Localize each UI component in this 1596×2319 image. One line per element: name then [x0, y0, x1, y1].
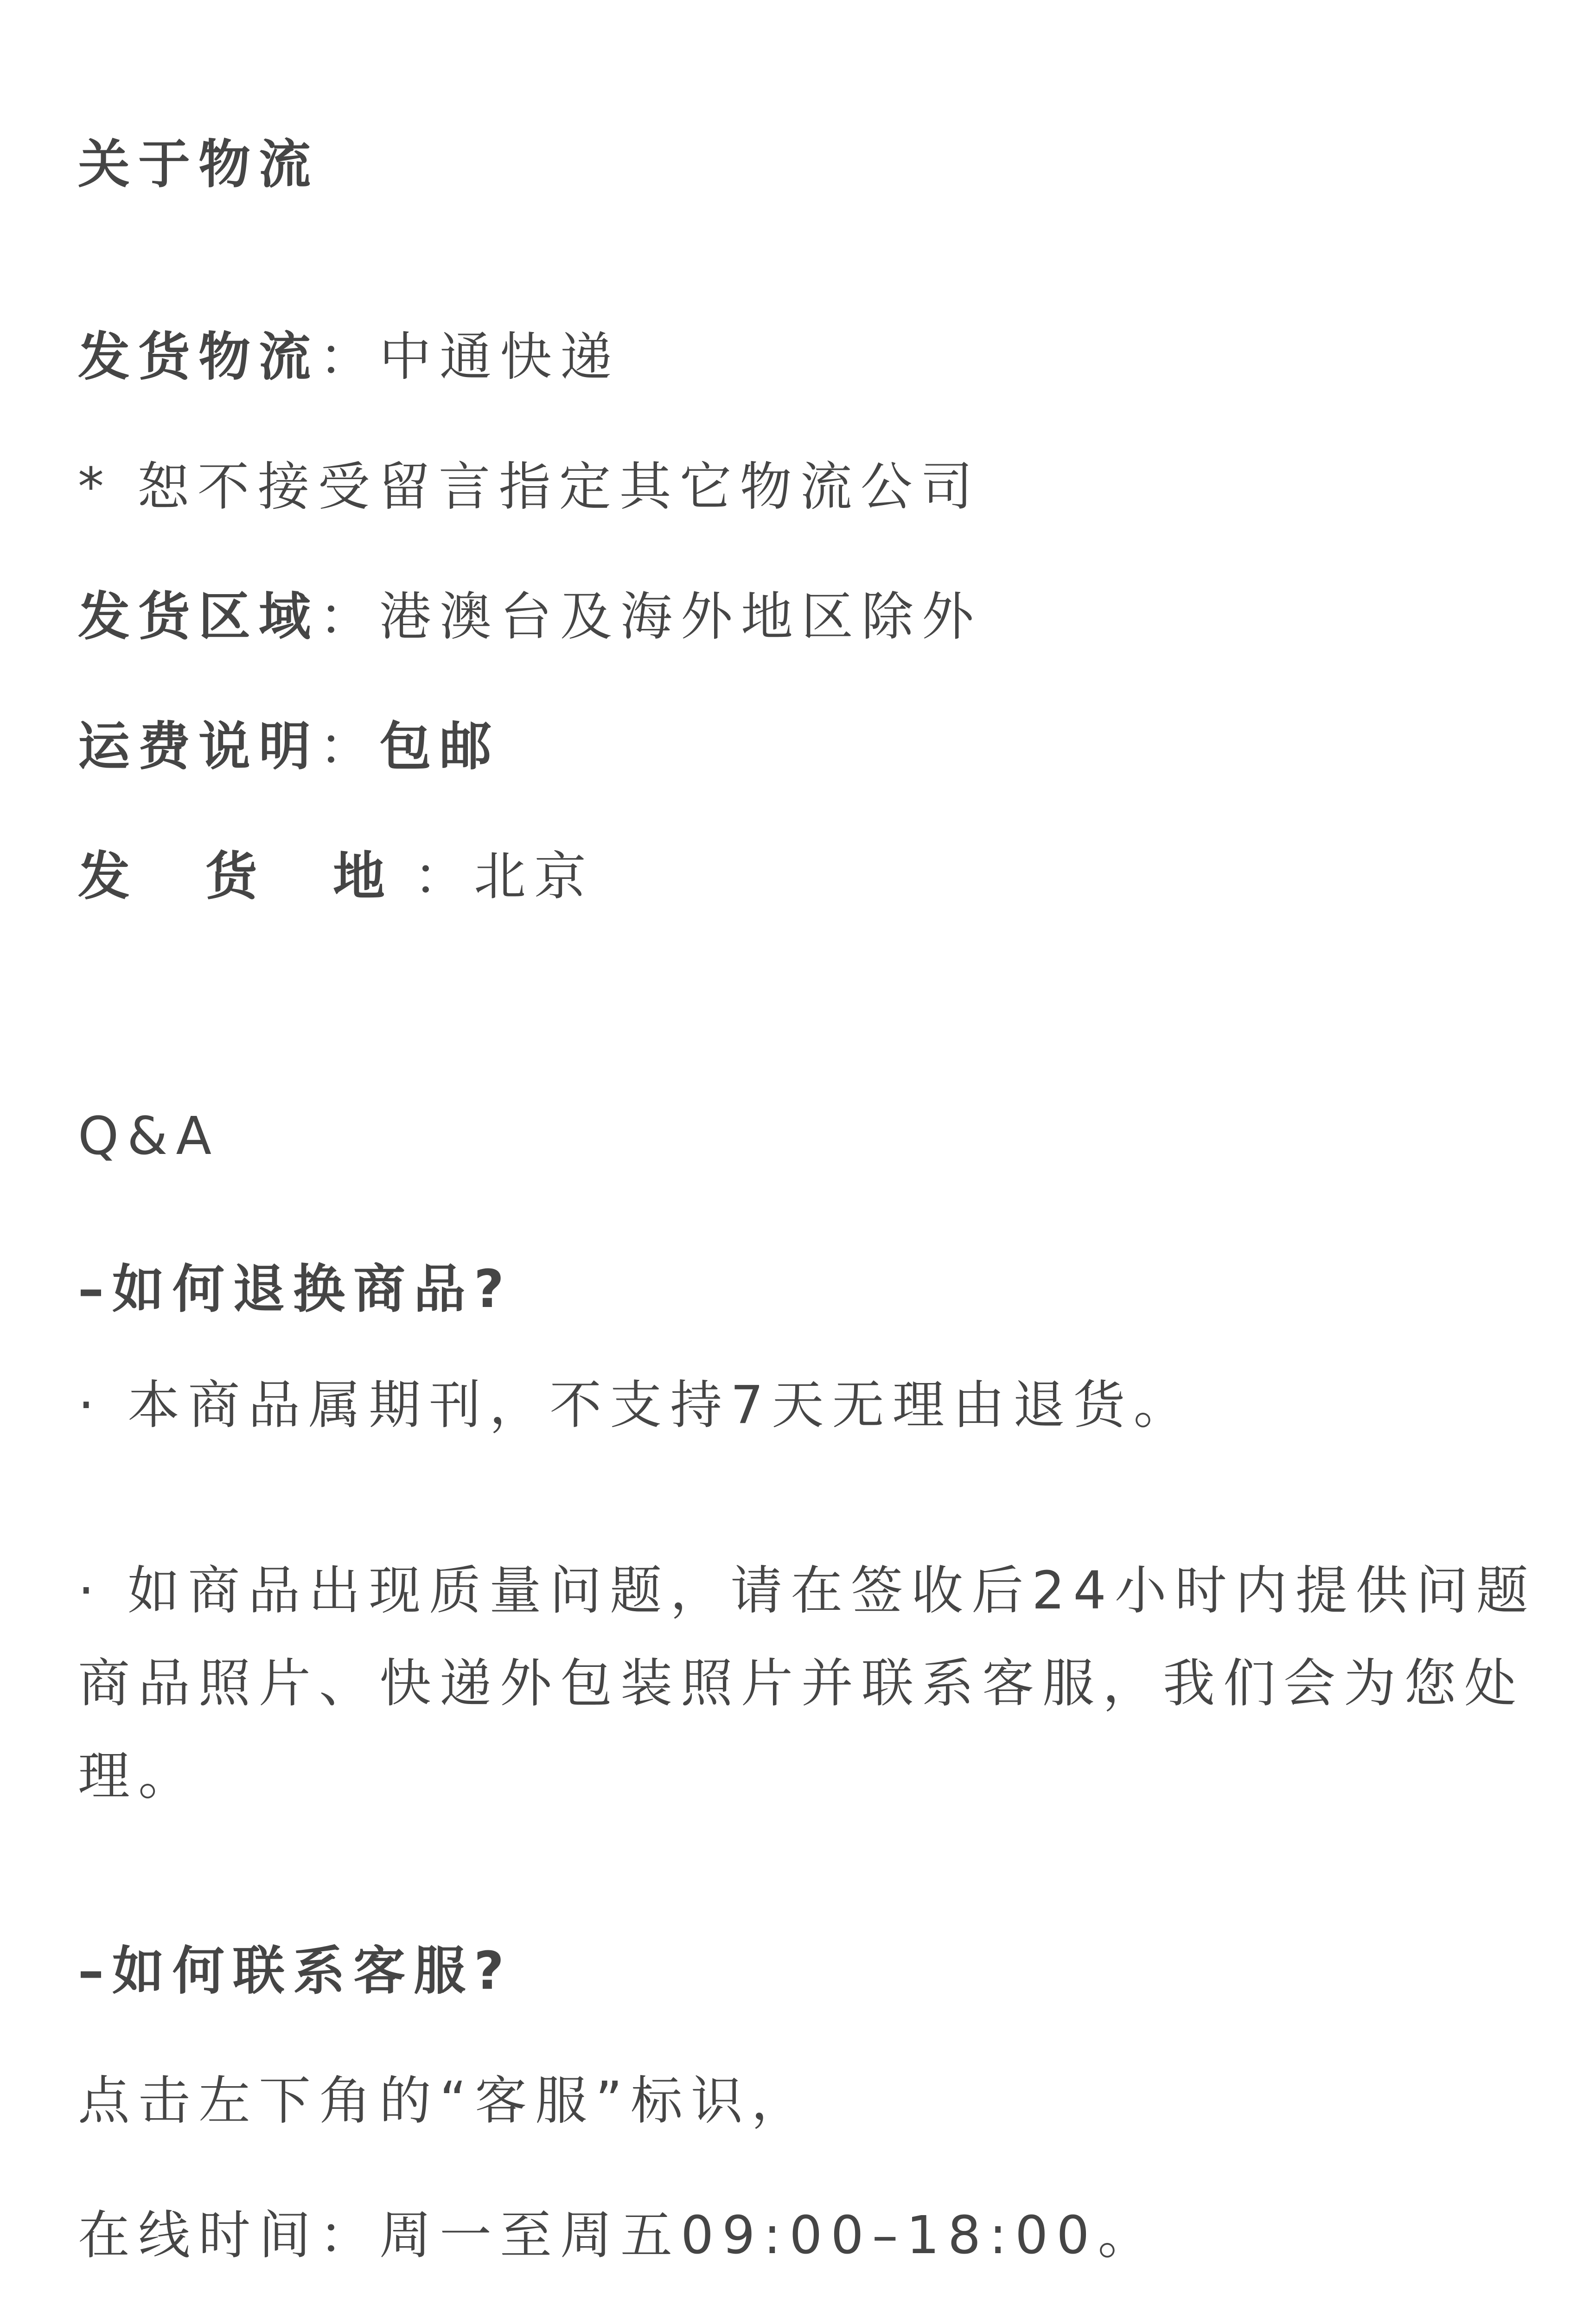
return-answer-2: [78, 1544, 1537, 1823]
origin-label: 发 货 地: [78, 846, 414, 907]
return-answer-1: · 本商品属期刊，不支持7天无理由退货。: [78, 1375, 1194, 1435]
paragraph-line: · 如商品出现质量问题，请在签收后24小时内提供问题: [78, 1561, 1537, 1621]
separator: ：: [319, 327, 379, 387]
area-value: 港澳台及海外地区除外: [379, 587, 982, 647]
fee-value: 包邮: [379, 717, 500, 777]
paragraph-line: 在线时间：周一至周五09:00–18:00。: [78, 2205, 1158, 2266]
separator: ：: [319, 587, 379, 647]
return-question: –如何退换商品?: [78, 1259, 512, 1320]
area-row: [78, 587, 982, 647]
origin-value: 北京: [473, 846, 594, 907]
courier-label: 发货物流: [78, 327, 319, 387]
separator: ：: [319, 717, 379, 777]
paragraph-line: 理。: [78, 1746, 198, 1807]
fee-row: [78, 717, 500, 777]
courier-row: [78, 327, 620, 387]
logistics-note: * 恕不接受留言指定其它物流公司: [78, 457, 981, 517]
fee-label: 运费说明: [78, 717, 319, 777]
area-label: 发货区域: [78, 587, 319, 647]
paragraph-line: [78, 2303, 1529, 2319]
origin-row: [78, 846, 594, 907]
qa-title: Q&A: [78, 1106, 220, 1166]
contact-question: –如何联系客服?: [78, 1941, 512, 2001]
separator: ：: [413, 846, 474, 907]
logistics-title: 关于物流: [78, 135, 319, 195]
paragraph-line: 商品照片、快递外包装照片并联系客服，我们会为您处: [78, 1653, 1525, 1714]
courier-value: 中通快递: [379, 327, 620, 387]
contact-answer: [78, 2034, 1529, 2319]
paragraph-line: 点击左下角的“客服”标识，: [78, 2071, 812, 2131]
